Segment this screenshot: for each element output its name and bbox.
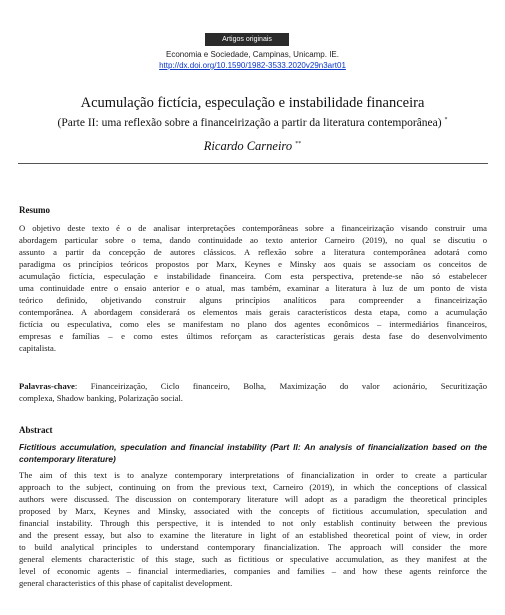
resumo-line: empresas e famílias – e como estes últimos reforçam as características gerais desta fase do desenvolvimento (19, 331, 487, 342)
resumo-line: abordagem particular sobre o tema, dando continuidade ao texto anterior Carneiro (2019), no qual se discutiu o (19, 235, 487, 246)
resumo-line: assunto a partir da concepção de autores clássicos. A reflexão sobre a literatura contemporânea adotará como (19, 247, 487, 258)
abstract-body (19, 469, 487, 589)
doi-link[interactable]: http://dx.doi.org/10.1590/1982-3533.2020v29n3art01 (159, 61, 346, 70)
keywords-line: complexa, Shadow banking, Polarização social. (19, 393, 183, 404)
keywords-block (19, 380, 487, 404)
abstract-line: approach to the subject, continuing on from the previous text, Carneiro (2019), in which the conceptions of classical (19, 482, 487, 493)
resumo-body (19, 222, 487, 355)
keywords-text: : Financeirização, Ciclo financeiro, Bolha, Maximização do valor acionário, Securitização (74, 381, 487, 391)
doi-line (0, 61, 505, 71)
resumo-line: fictícia ou especulativa, como eles se manifestam no plano dos agentes econômicos – intermediários financeiros, (19, 319, 487, 330)
english-title (19, 441, 487, 465)
author-name (0, 136, 505, 154)
abstract-line: authors were discussed. The discussion on contemporary literature will adopt as a paradigm the theoretical principles (19, 494, 487, 505)
subtitle-footnote-mark[interactable]: * (444, 117, 448, 123)
resumo-heading: Resumo (19, 205, 50, 215)
abstract-line: financial instability. Through this perspective, it is intended to not only establish continuity between the previous (19, 518, 487, 529)
section-badge: Artigos originais (205, 33, 289, 46)
english-title-line: contemporary literature) (19, 454, 116, 465)
author-text: Ricardo Carneiro (203, 139, 293, 154)
resumo-line: uma continuidade entre o ensaio anterior e o atual, mas também, examinar a literatura à luz de um ponto de vista (19, 283, 487, 294)
article-title: Acumulação fictícia, especulação e instabilidade financeira (80, 95, 425, 111)
resumo-line: O objetivo deste texto é o de analisar interpretações contemporâneas sobre a financeirização visando construir uma (19, 223, 487, 233)
abstract-heading: Abstract (19, 425, 53, 435)
abstract-line: general elements characteristic of this stage, such as fictitious or speculative accumulation, as they manifest at the (19, 554, 487, 565)
resumo-line: acumulação fictícia, especulação e instabilidade financeira. Com esta perspectiva, pretende-se não só estabelecer (19, 271, 487, 282)
article-subtitle (0, 113, 505, 130)
abstract-line: The aim of this text is to analyze contemporary interpretations of financialization in order to create a particular (19, 470, 487, 480)
resumo-line: teórico definido, objetivando construir alguns princípios analíticos para compreender a financeirização (19, 295, 487, 306)
abstract-line: general characteristics of this phase of capitalist development. (19, 578, 233, 589)
abstract-line: to build analytical principles to understand contemporary financialization. The approach will consider the more (19, 542, 487, 553)
subtitle-text: (Parte II: uma reflexão sobre a financeirização a partir da literatura contemporânea) (57, 116, 442, 129)
keywords-line (19, 380, 487, 392)
abstract-line: level of economic agents – financial intermediaries, companies and families – and how these agents reinforce the (19, 566, 487, 577)
resumo-line: contemporânea. A abordagem considerará os elementos mais gerais característicos desta etapa, como a acumulação (19, 307, 487, 318)
resumo-line: capitalista. (19, 343, 56, 354)
abstract-line: proposed by Marx, Keynes and Minsky, associated with the concepts of fictitious accumulation, speculation and (19, 506, 487, 517)
author-footnote-mark[interactable]: ** (295, 141, 302, 147)
english-title-line: Fictitious accumulation, speculation and financial instability (Part II: An analysis of financialization based on the (19, 442, 487, 452)
resumo-line: paradigma os princípios teóricos propostos por Marx, Keynes e Minsky aos quais se associam os conceitos de (19, 259, 487, 270)
abstract-line: and the present essay, but also to examine the literature in light of an established theoretical point of view, in order (19, 530, 487, 541)
keywords-label: Palavras-chave (19, 381, 75, 391)
journal-citation: Economia e Sociedade, Campinas, Unicamp. IE. (166, 50, 339, 59)
header-divider (18, 163, 488, 164)
